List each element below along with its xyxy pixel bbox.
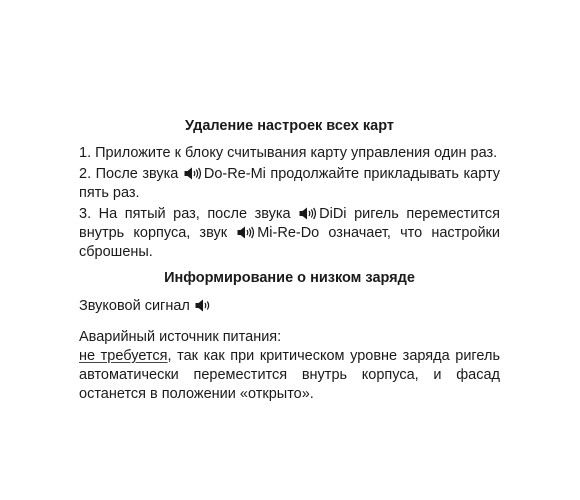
section-title-reset: Удаление настроек всех карт [185,118,394,134]
step-3-text-b: DiDi ригель переместится внутрь корпуса, звук [79,206,501,241]
step-2 [79,165,500,203]
speaker-sound-icon [237,226,256,239]
step-2-text-b: Do-Re-Mi продолжайте прикладывать карту пять раз. [79,166,501,201]
step-3-text-a: 3. На пятый раз, после звука [79,206,291,222]
instruction-page [79,112,500,404]
speaker-sound-icon [299,207,318,220]
step-1 [79,144,500,163]
sound-signal-line [79,297,500,316]
speaker-sound-icon [195,299,214,312]
emergency-power-label: Аварийный источник питания: [79,329,282,345]
emergency-power-explanation: , так как при критическом уровне заряда ригель автоматически переместится внутрь корпуса, и фасад останется в положении «открыто». [79,348,500,402]
sound-signal-label: Звуковой сигнал [79,298,190,314]
emergency-power-value: не требуется [79,348,168,364]
speaker-sound-icon [184,167,203,180]
step-3 [79,205,500,262]
step-2-text-a: 2. После звука [79,166,179,182]
step-1-text: 1. Приложите к блоку считывания карту управления один раз. [79,145,498,161]
step-3-text-c: Mi-Re-Do означает, что настройки сброшены. [79,225,500,260]
emergency-power-text [79,347,500,404]
section-title-battery: Информирование о низком заряде [164,270,415,286]
